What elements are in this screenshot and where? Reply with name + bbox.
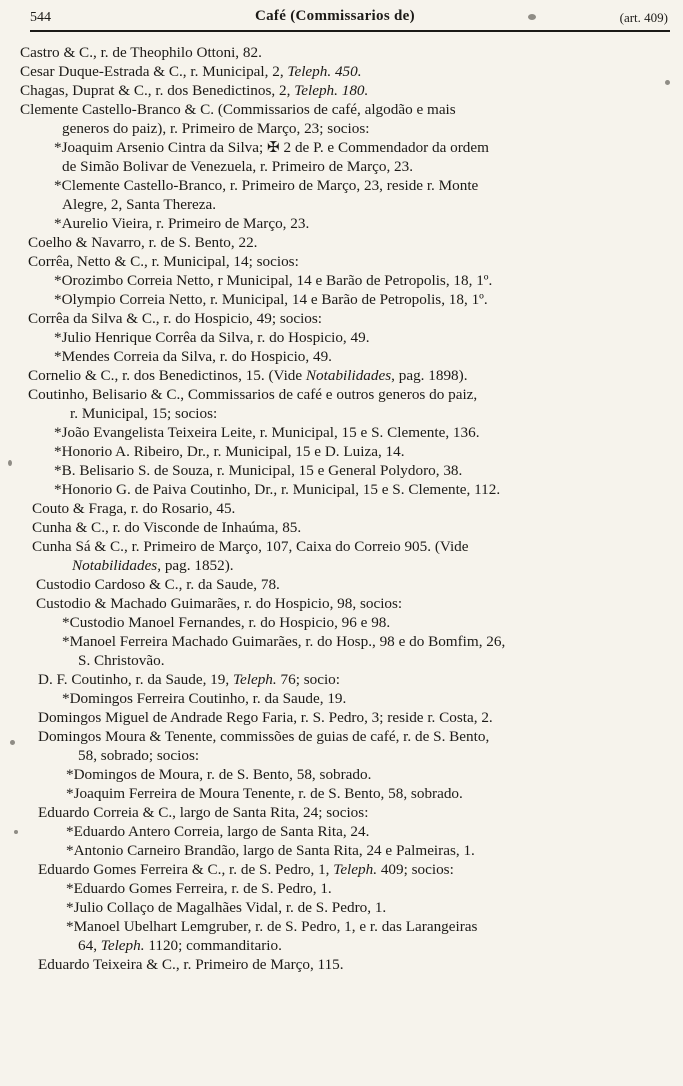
directory-line (70, 405, 217, 423)
line-text: S. Christovão. (78, 652, 165, 669)
directory-line (54, 443, 405, 461)
directory-line (28, 253, 299, 271)
line-text: Corrêa da Silva & C., r. do Hospicio, 49; socios: (28, 310, 323, 327)
directory-line (38, 804, 368, 822)
line-text: Domingos Miguel de Andrade Rego Faria, r. S. Pedro, 3; reside r. Costa, 2. (38, 709, 493, 726)
line-text-after: , pag. 1852). (157, 557, 234, 574)
article-number: (art. 409) (619, 10, 668, 25)
directory-line (20, 44, 262, 62)
directory-line (28, 386, 477, 404)
directory-line (32, 519, 301, 537)
line-text: 64, (78, 937, 101, 954)
line-italic: Teleph. 450. (287, 63, 362, 80)
directory-line (62, 633, 505, 651)
directory-line (38, 709, 493, 727)
line-text: Chagas, Duprat & C., r. dos Benedictinos, 2, (20, 82, 295, 99)
directory-line (54, 462, 462, 480)
page-title: Café (Commissarios de) (255, 8, 415, 24)
line-text: Eduardo Teixeira & C., r. Primeiro de Março, 115. (38, 956, 344, 973)
directory-line (28, 310, 322, 328)
line-text: *Aurelio Vieira, r. Primeiro de Março, 23. (54, 215, 310, 232)
directory-line (28, 234, 257, 252)
line-text-after: 409; socios: (377, 861, 454, 878)
line-text: *Olympio Correia Netto, r. Municipal, 14 e Barão de Petropolis, 18, 1º. (54, 291, 488, 308)
line-text: 58, sobrado; socios: (78, 747, 200, 764)
line-text: *Eduardo Antero Correia, largo de Santa Rita, 24. (66, 823, 370, 840)
directory-line (72, 557, 234, 575)
directory-line (38, 956, 344, 974)
directory-line (54, 481, 500, 499)
page-header (30, 4, 670, 32)
directory-line (62, 158, 413, 176)
line-italic: Notabilidades (72, 557, 158, 574)
scan-speck (14, 830, 18, 834)
directory-line (54, 139, 489, 157)
directory-line (78, 652, 165, 670)
line-text-after: 76; socio: (276, 671, 340, 688)
line-text: *Julio Henrique Corrêa da Silva, r. do Hospicio, 49. (54, 329, 370, 346)
directory-line (54, 215, 309, 233)
directory-line (66, 842, 475, 860)
directory-line (66, 918, 477, 936)
line-italic: Notabilidades (305, 367, 392, 384)
line-text: *Joaquim Ferreira de Moura Tenente, r. de S. Bento, 58, sobrado. (66, 785, 463, 802)
line-text: Domingos Moura & Tenente, commissões de guias de café, r. de S. Bento, (38, 728, 490, 745)
line-text: *Clemente Castello-Branco, r. Primeiro de Março, 23, reside r. Monte (54, 177, 479, 194)
page-number: 544 (30, 10, 51, 25)
line-text: Couto & Fraga, r. do Rosario, 45. (32, 500, 236, 517)
line-text: *Julio Collaço de Magalhães Vidal, r. de S. Pedro, 1. (66, 899, 387, 916)
line-text: Cunha Sá & C., r. Primeiro de Março, 107, Caixa do Correio 905. (Vide (32, 538, 469, 555)
directory-line (66, 766, 371, 784)
directory-line (32, 538, 469, 556)
directory-line (62, 120, 369, 138)
directory-line (32, 500, 235, 518)
directory-line (62, 614, 390, 632)
line-text: *João Evangelista Teixeira Leite, r. Municipal, 15 e S. Clemente, 136. (54, 424, 480, 441)
directory-line (78, 747, 199, 765)
line-text: *Honorio G. de Paiva Coutinho, Dr., r. Municipal, 15 e S. Clemente, 112. (54, 481, 501, 498)
directory-line (28, 367, 468, 385)
scan-speck (8, 460, 12, 466)
line-italic: Teleph. (100, 937, 145, 954)
directory-line (20, 82, 368, 100)
line-text: Clemente Castello-Branco & C. (Commissarios de café, algodão e mais (20, 101, 456, 118)
line-text: Cunha & C., r. do Visconde de Inhaúma, 85. (32, 519, 302, 536)
line-text-after: , pag. 1898). (391, 367, 468, 384)
line-italic: Teleph. (232, 671, 277, 688)
line-text: *B. Belisario S. de Souza, r. Municipal, 15 e General Polydoro, 38. (54, 462, 463, 479)
line-text: *Honorio A. Ribeiro, Dr., r. Municipal, 15 e D. Luiza, 14. (54, 443, 405, 460)
directory-line (54, 177, 478, 195)
line-italic: Teleph. (333, 861, 378, 878)
directory-line (54, 291, 488, 309)
line-text: *Custodio Manoel Fernandes, r. do Hospicio, 96 e 98. (62, 614, 391, 631)
line-text: D. F. Coutinho, r. da Saude, 19, (38, 671, 233, 688)
scan-speck (528, 14, 536, 20)
line-text: Corrêa, Netto & C., r. Municipal, 14; socios: (28, 253, 299, 270)
directory-line (36, 576, 280, 594)
directory-line (62, 690, 346, 708)
directory-line (78, 937, 282, 955)
directory-line (54, 329, 370, 347)
line-text: Castro & C., r. de Theophilo Ottoni, 82. (20, 44, 262, 61)
directory-line (36, 595, 402, 613)
line-text: Coutinho, Belisario & C., Commissarios de café e outros generos do paiz, (28, 386, 478, 403)
line-text: Eduardo Gomes Ferreira & C., r. de S. Pedro, 1, (38, 861, 334, 878)
directory-line (66, 899, 386, 917)
scan-speck (665, 80, 670, 85)
line-text: *Domingos de Moura, r. de S. Bento, 58, sobrado. (66, 766, 372, 783)
line-text: *Joaquim Arsenio Cintra da Silva; ✠ 2 de P. e Commendador da ordem (54, 139, 489, 156)
directory-line (66, 785, 463, 803)
line-text: *Orozimbo Correia Netto, r Municipal, 14 e Barão de Petropolis, 18, 1º. (54, 272, 493, 289)
line-text: *Manoel Ferreira Machado Guimarães, r. do Hosp., 98 e do Bomfim, 26, (62, 633, 506, 650)
line-text: *Antonio Carneiro Brandão, largo de Santa Rita, 24 e Palmeiras, 1. (66, 842, 475, 859)
line-text: *Mendes Correia da Silva, r. do Hospicio, 49. (54, 348, 332, 365)
line-text: Custodio & Machado Guimarães, r. do Hospicio, 98, socios: (36, 595, 403, 612)
line-text: generos do paiz), r. Primeiro de Março, 23; socios: (62, 120, 370, 137)
directory-line (54, 348, 332, 366)
line-italic: Teleph. 180. (294, 82, 369, 99)
directory-line (20, 63, 362, 81)
directory-line (38, 728, 489, 746)
line-text: Alegre, 2, Santa Thereza. (62, 196, 217, 213)
directory-line (38, 671, 340, 689)
directory-line (54, 272, 492, 290)
directory-line (66, 880, 332, 898)
directory-line (38, 861, 454, 879)
line-text: Cornelio & C., r. dos Benedictinos, 15. (Vide (28, 367, 306, 384)
line-text: *Domingos Ferreira Coutinho, r. da Saude, 19. (62, 690, 347, 707)
scan-speck (10, 740, 15, 745)
directory-line (62, 196, 216, 214)
line-text: *Manoel Ubelhart Lemgruber, r. de S. Pedro, 1, e r. das Larangeiras (66, 918, 478, 935)
line-text-after: 1120; commanditario. (144, 937, 282, 954)
directory-line (54, 424, 480, 442)
line-text: *Eduardo Gomes Ferreira, r. de S. Pedro, 1. (66, 880, 332, 897)
line-text: Custodio Cardoso & C., r. da Saude, 78. (36, 576, 280, 593)
directory-line (66, 823, 369, 841)
line-text: Coelho & Navarro, r. de S. Bento, 22. (28, 234, 258, 251)
line-text: Cesar Duque-Estrada & C., r. Municipal, 2, (20, 63, 288, 80)
line-text: de Simão Bolivar de Venezuela, r. Primeiro de Março, 23. (62, 158, 414, 175)
line-text: r. Municipal, 15; socios: (70, 405, 218, 422)
directory-line (20, 101, 456, 119)
line-text: Eduardo Correia & C., largo de Santa Rita, 24; socios: (38, 804, 369, 821)
